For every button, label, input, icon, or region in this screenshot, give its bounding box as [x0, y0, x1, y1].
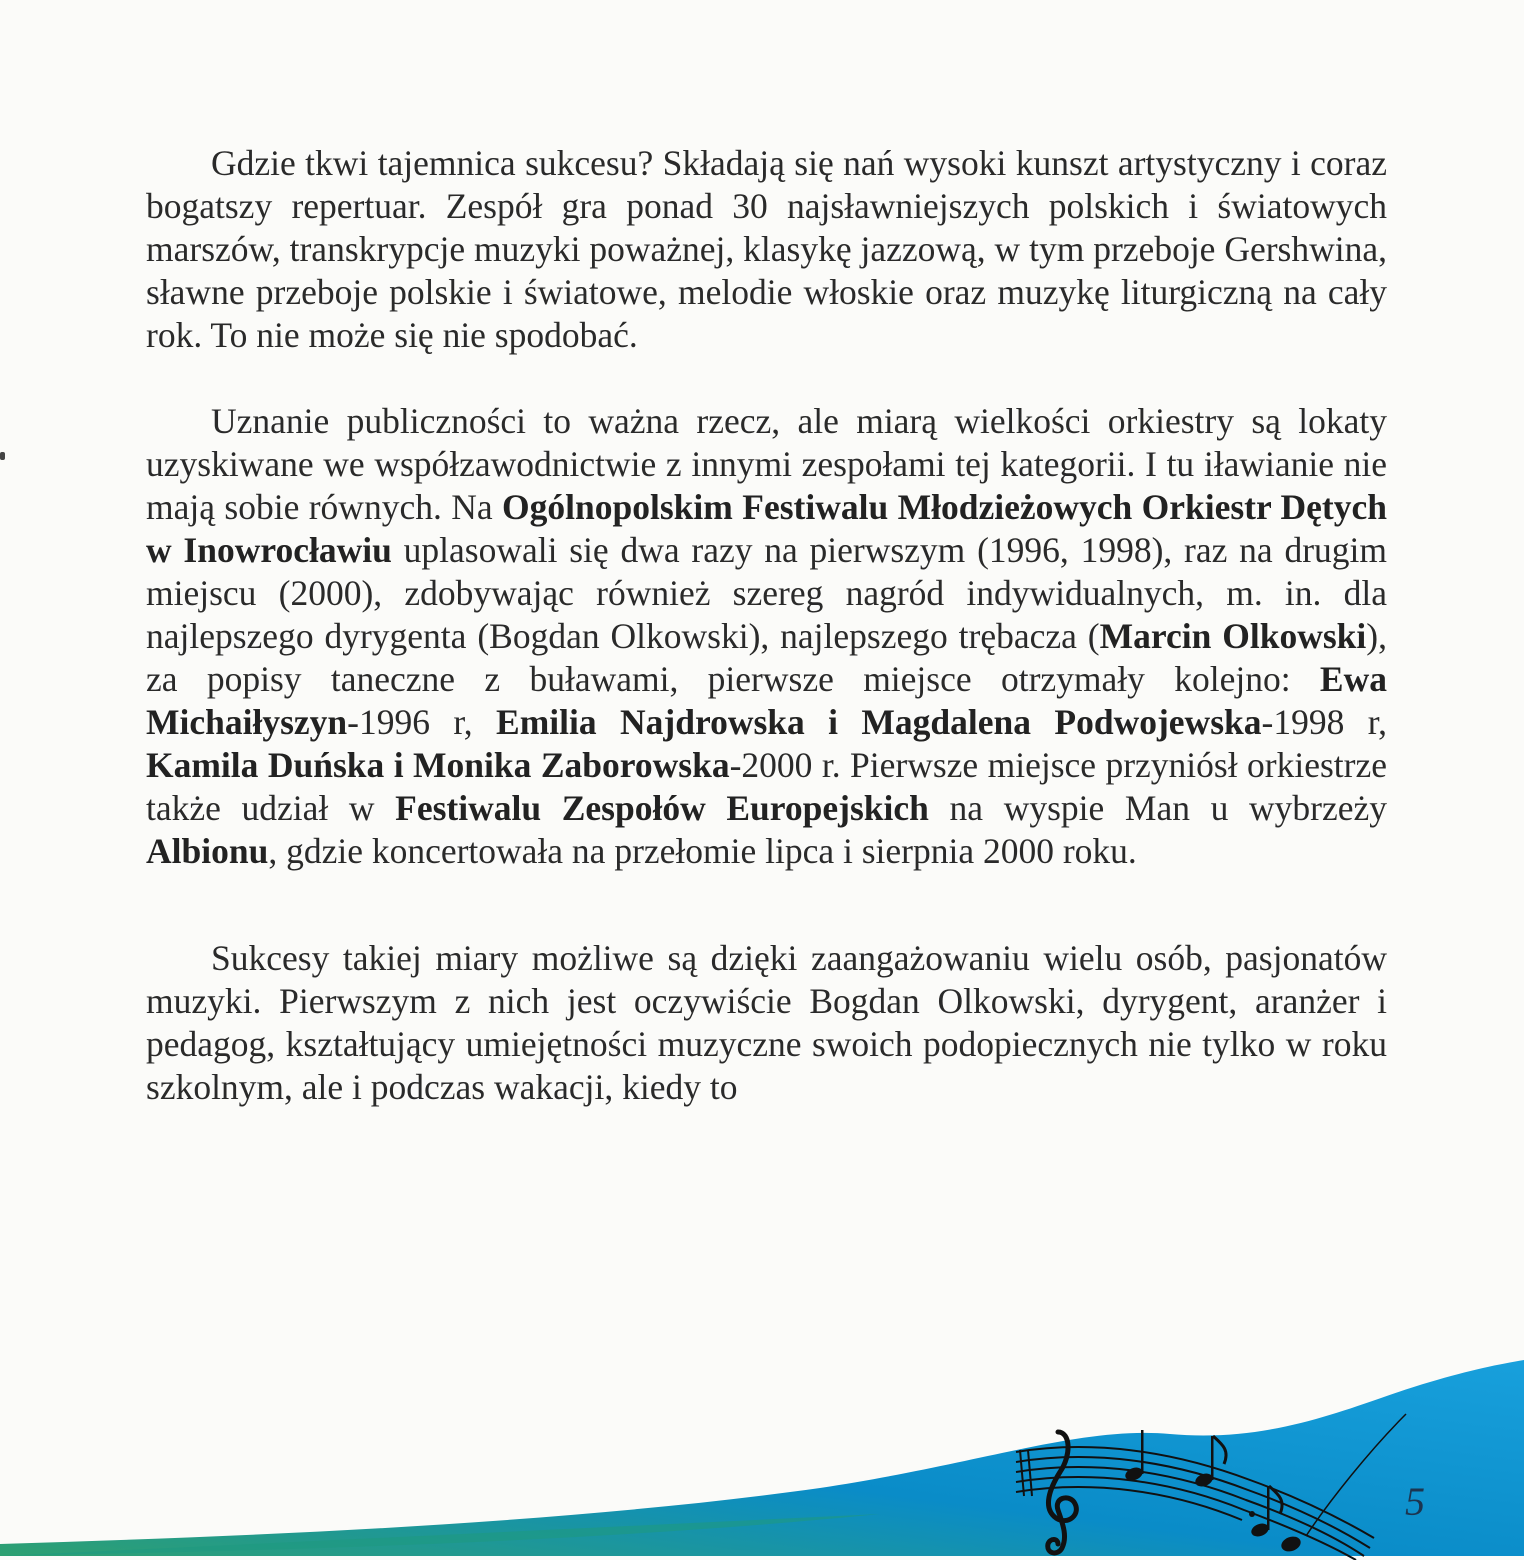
text-run: uplasowali się dwa razy na pierwszym (1996, 1998), raz na drugim miejscu (2000), zdobywając również szereg nagród indywidualnych, m. in. dla najlepszego dyrygenta (Bogdan Olkowski), najlepszego trębacza (	[146, 530, 1388, 656]
text-run: -1996 r,	[347, 702, 497, 742]
body-text	[146, 142, 1387, 1109]
text-run: ), za popisy taneczne z buławami, pierwsze miejsce otrzymały kolejno:	[146, 616, 1387, 699]
music-staff-treble-clef-icon	[1010, 1410, 1410, 1560]
festival-european-bands: Festiwalu Zespołów Europejskich	[395, 788, 929, 828]
text-run: -1998 r,	[1261, 702, 1387, 742]
scan-mark	[0, 452, 5, 460]
paragraph-2	[146, 400, 1387, 873]
paragraph-3: Sukcesy takiej miary możliwe są dzięki zaangażowaniu wielu osób, pasjonatów muzyki. Pierwszym z nich jest oczywiście Bogdan Olkowski, dyrygent, aranżer i pedagog, kształtujący umiejętności muzyczne swoich podopiecznych nie tylko w roku szkolnym, ale i podczas wakacji, kiedy to	[146, 938, 1387, 1107]
text-run: Uznanie publiczności to ważna rzecz, ale miarą wielkości orkiestry są lokaty uzyskiwane we współzawodnictwie z innymi zespołami tej kategorii. I tu iławianie nie mają sobie równych. Na	[146, 401, 1387, 527]
place-albion: Albionu	[146, 831, 269, 871]
name-ewa-michailyszyn: Ewa Michaiłyszyn	[146, 659, 1387, 742]
names-dunska-zaborowska: Kamila Duńska i Monika Zaborowska	[146, 745, 730, 785]
name-marcin-olkowski: Marcin Olkowski	[1099, 616, 1367, 656]
text-run: -2000 r. Pierwsze miejsce przyniósł orkiestrze także udział w	[146, 745, 1387, 828]
names-najdrowska-podwojewska: Emilia Najdrowska i Magdalena Podwojewska	[496, 702, 1262, 742]
text-run: na wyspie Man u wybrzeży	[928, 788, 1387, 828]
paragraph-1: Gdzie tkwi tajemnica sukcesu? Składają się nań wysoki kunszt artystyczny i coraz bogatszy repertuar. Zespół gra ponad 30 najsławniejszych polskich i światowych marszów, transkrypcje muzyki poważnej, klasykę jazzową, w tym przeboje Gershwina, sławne przeboje polskie i światowe, melodie włoskie oraz muzykę liturgiczną na cały rok. To nie może się nie spodobać.	[146, 143, 1387, 355]
text-run: , gdzie koncertowała na przełomie lipca i sierpnia 2000 roku.	[268, 831, 1137, 871]
festival-inowroclaw: Ogólnopolskim Festiwalu Młodzieżowych Orkiestr Dętych w Inowrocławiu	[146, 487, 1387, 570]
page-number: 5	[1405, 1479, 1425, 1524]
